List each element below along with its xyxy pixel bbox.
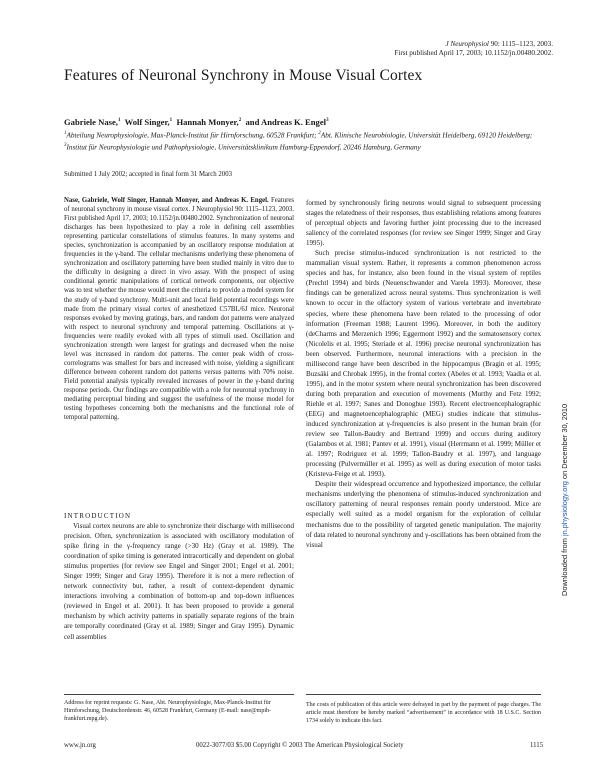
author: Hannah Monyer,$^2$ bbox=[176, 117, 242, 127]
paper-title: Features of Neuronal Synchrony in Mouse Visual Cortex bbox=[64, 67, 423, 84]
footnote-costs: The costs of publication of this article were defrayed in part by the payment of page charges. The article must therefore be hereby marked “advertisement” in accordance with 18 U.S.C. Section 1734 solely to indicate this fact. bbox=[306, 702, 541, 724]
introduction-body bbox=[64, 521, 294, 642]
page-number: 1115 bbox=[530, 742, 544, 749]
author: and Andreas K. Engel$^3$ bbox=[245, 117, 329, 127]
right-column bbox=[306, 198, 541, 550]
journal-name: J Neurophysiol bbox=[445, 40, 489, 48]
paragraph: Visual cortex neurons are able to synchronize their discharge with millisecond precision. Often, synchronization is associated with oscillatory modulation of spike firing in the γ-frequency range (>30 Hz) (Gray et al. 1989). The coordination of spike timing is generated intracortically and dependent on global stimulus properties (for review see Engel and Singer 2001; Engel et al. 2001; Singer 1999; Singer and Gray 1995). Therefore it is not a mere reflection of network connectivity but, rather, a result of context-dependent dynamic interactions involving a combination of bottom-up and top-down influences (reviewed in Engel et al. 2001). It has been proposed to provide a general mechanism by which activity patterns in spatially separate regions of the brain are temporally coordinated (Gray et al. 1989; Singer and Gray 1995). Dynamic cell assemblies bbox=[64, 522, 294, 641]
footer-copyright: 0022-3077/03 $5.00 Copyright © 2003 The American Physiological Society bbox=[196, 742, 404, 749]
submission-dates: Submitted 1 July 2002; accepted in final form 31 March 2003 bbox=[64, 171, 233, 178]
author: Wolf Singer,$^1$ bbox=[124, 117, 173, 127]
download-watermark: Downloaded from jn.physiology.org on December 30, 2010 bbox=[560, 403, 569, 596]
paragraph: formed by synchronously firing neurons would signal to subsequent processing stages the relatedness of their responses, thus establishing relations among features of perceptual objects and favoring further joint processing due to the increased saliency of the correlated responses (for review see Singer 1999; Singer and Gray 1995). bbox=[306, 199, 541, 248]
footer-website[interactable]: www.jn.org bbox=[64, 742, 96, 749]
journal-citation: 90: 1115–1123, 2003. bbox=[490, 40, 553, 48]
download-link[interactable]: jn.physiology.org bbox=[560, 481, 569, 537]
section-heading-introduction: INTRODUCTION bbox=[64, 512, 132, 520]
abstract-authors: Nase, Gabriele, Wolf Singer, Hannah Monyer, and Andreas K. Engel. bbox=[64, 197, 269, 204]
footnote-address: Address for reprint requests: G. Nase, Abt. Neurophysiologie, Max-Planck-Institut für Hirnforschung, Deutschordenstr. 46, 60528 Frankfurt, Germany (E-mail: nase@mpih-frankfurt.mpg.de). bbox=[64, 700, 271, 722]
first-published: First published April 17, 2003; 10.1152/jn.00480.2002. bbox=[394, 49, 553, 57]
abstract-text: Features of neuronal synchrony in mouse visual cortex. J Neurophysiol 90: 1115–1123, 2003. First published April 17, 2003; 10.1152/jn.00480.2002. Synchronization of neuronal discharges has been hypothesized to play a role in defining cell assemblies representing particular constellations of stimulus features. In many systems and species, synchronization is accompanied by an oscillatory response modulation at frequencies in the γ-band. The cellular mechanisms underlying these phenomena of synchronization and oscillatory patterning have been studied mainly in vitro due to the difficulty in designing a direct in vivo assay. With the prospect of using conditional genetic manipulations of cortical network components, our objective was to test whether the mouse would meet the criteria to provide a model system for the study of γ-band synchrony. Multi-unit and local field potential recordings were made from the primary visual cortex of anesthetized C57BL/6J mice. Neuronal responses evoked by moving gratings, bars, and random dot patterns were analyzed with respect to neuronal synchrony and temporal patterning. Oscillations at γ-frequencies were readily evoked with all types of stimuli used. Oscillation and synchronization strength were largest for gratings and decreased when the noise level was increased in random dot patterns. The center peak width of cross-correlograms was smallest for bars and increased with noise, yielding a significant difference between coherent random dot patterns versus patterns with 70% noise. Field potential analysis typically revealed increases of power in the γ-band during response periods. Our findings are compatible with a role for neuronal synchrony in mediating perceptual binding and suggest the usefulness of the mouse model for testing hypotheses concerning both the mechanisms and the functional role of temporal patterning. bbox=[64, 197, 294, 422]
journal-header bbox=[394, 40, 553, 58]
footnote-divider bbox=[64, 694, 294, 695]
author: Gabriele Nase,$^1$ bbox=[64, 117, 121, 127]
author-list bbox=[64, 117, 329, 127]
affiliations: $^1$Abteilung Neurophysiologie, Max-Planck-Institut für Hirnforschung, 60528 Frankfurt; $^2$Abt. Klinische Neurobiologie, Universität Heidelberg, 69120 Heidelberg; $^3$Institut für Neurophysiologie und Pathophysiologie, Universitätsklinikum Hamburg-Eppendorf, 20246 Hamburg, Germany bbox=[64, 131, 533, 152]
abstract bbox=[64, 196, 294, 422]
paragraph: Despite their widespread occurrence and hypothesized importance, the cellular mechanisms underlying the phenomena of stimulus-induced synchronization and oscillatory patterning of neural responses remain poorly understood. Mice are especially well suited as a model organism for the exploration of cellular mechanisms due to the possibility of targeted genetic manipulation. The majority of data related to neuronal synchrony and γ-oscillations has been obtained from the visual bbox=[306, 480, 541, 549]
paragraph: Such precise stimulus-induced synchronization is not restricted to the mammalian visual system. Rather, it represents a common phenomenon across species and has, for instance, also been found in the visual system of reptiles (Prechtl 1994) and birds (Neuenschwander and Varela 1993). Moreover, these findings can be generalized across neural systems. Thus synchronization is well known to occur in the olfactory system of various vertebrate and invertebrate species, where these phenomena have been related to the processing of odor information (Freeman 1988; Laurent 1996). Moreover, in both the auditory (deCharms and Merzenich 1996; Eggermont 1992) and the somatosensory cortex (Nicolelis et al. 1995; Steriade et al. 1996) precise neuronal synchronization has been observed. Furthermore, neuronal interactions with a precision in the millisecond range have been described in the hippocampus (Bragin et al. 1995; Buzsáki and Chrobak 1995), in the frontal cortex (Abeles et al. 1993; Vaadia et al. 1995), and in the motor system where neural synchronization has been discovered during both preparation and execution of movements (Murthy and Fetz 1992; Riehle et al. 1997; Sanes and Donoghue 1993). Recent electroencephalographic (EEG) and magnetoencephalographic (MEG) studies indicate that stimulus-induced synchronization at γ-frequencies is also present in the human brain (for review see Tallon-Baudry and Bertrand 1999) and occurs during auditory (Galambos et al. 1981; Pantev et al. 1991), visual (Herrmann et al. 1999; Müller et al. 1997; Rodriguez et al. 1999; Tallon-Baudry et al. 1997), and language processing (Pulvermüller et al. 1995) as well as during execution of motor tasks (Kristeva-Feige et al. 1993). bbox=[306, 249, 541, 479]
footnote-divider bbox=[306, 694, 541, 695]
